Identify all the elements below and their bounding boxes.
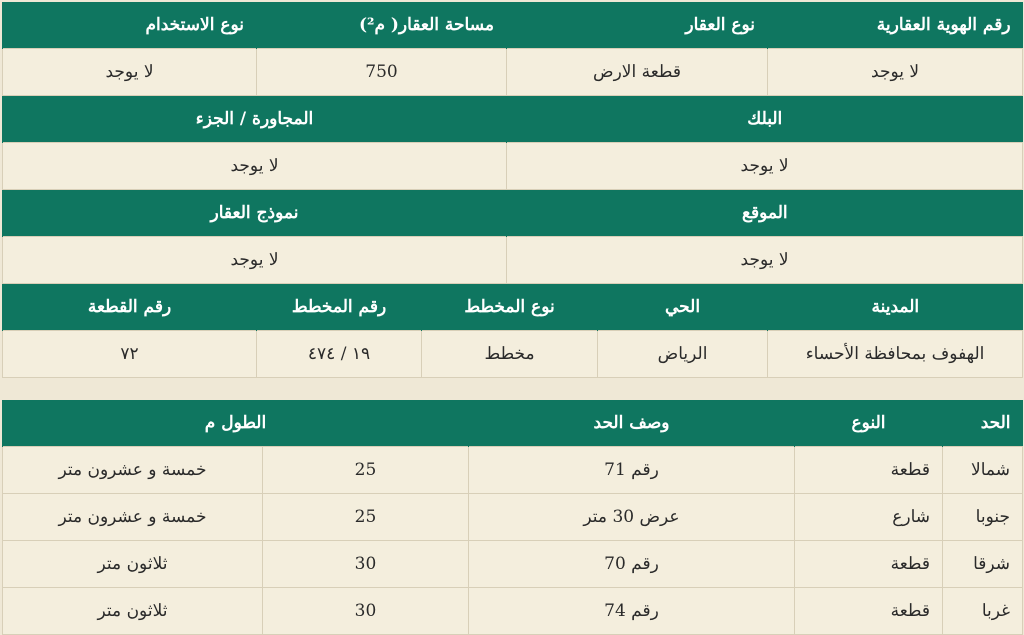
value-property-type: قطعة الارض bbox=[507, 49, 768, 96]
value-district: الرياض bbox=[598, 331, 768, 378]
boundary-desc: رقم 74 bbox=[469, 588, 795, 635]
boundary-desc: عرض 30 متر bbox=[469, 494, 795, 541]
boundary-type: قطعة bbox=[795, 447, 943, 494]
value-property-id: لا يوجد bbox=[768, 49, 1023, 96]
boundary-type: قطعة bbox=[795, 541, 943, 588]
header-boundary-desc: وصف الحد bbox=[469, 400, 795, 447]
value-block: لا يوجد bbox=[507, 143, 1023, 190]
value-plan-type: مخطط bbox=[422, 331, 598, 378]
table-row bbox=[3, 494, 1023, 541]
header-district: الحي bbox=[598, 284, 768, 331]
value-neighborhood-part: لا يوجد bbox=[3, 143, 507, 190]
header-plan-number: رقم المخطط bbox=[257, 284, 422, 331]
header-neighborhood-part: المجاورة / الجزء bbox=[3, 96, 507, 143]
boundary-length-words: خمسة و عشرون متر bbox=[3, 494, 263, 541]
table-row bbox=[3, 447, 1023, 494]
value-usage-type: لا يوجد bbox=[3, 49, 257, 96]
header-city: المدينة bbox=[768, 284, 1023, 331]
value-plot-number: ٧٢ bbox=[3, 331, 257, 378]
property-info-table bbox=[2, 2, 1023, 378]
boundary-desc: رقم 71 bbox=[469, 447, 795, 494]
boundary-length: 25 bbox=[263, 494, 469, 541]
boundary-length-words: ثلاثون متر bbox=[3, 541, 263, 588]
value-plan-number: ١٩ / ٤٧٤ bbox=[257, 331, 422, 378]
table-row bbox=[3, 541, 1023, 588]
table-row bbox=[3, 588, 1023, 635]
header-block: البلك bbox=[507, 96, 1023, 143]
header-property-id: رقم الهوية العقارية bbox=[768, 2, 1023, 49]
boundary-length: 30 bbox=[263, 588, 469, 635]
header-property-area: مساحة العقار( م²) bbox=[257, 2, 507, 49]
value-property-area: 750 bbox=[257, 49, 507, 96]
value-location: لا يوجد bbox=[507, 237, 1023, 284]
header-boundary: الحد bbox=[943, 400, 1023, 447]
value-city: الهفوف بمحافظة الأحساء bbox=[768, 331, 1023, 378]
header-property-type: نوع العقار bbox=[507, 2, 768, 49]
header-plan-type: نوع المخطط bbox=[422, 284, 598, 331]
boundary-type: قطعة bbox=[795, 588, 943, 635]
header-property-model: نموذج العقار bbox=[3, 190, 507, 237]
boundary-length: 30 bbox=[263, 541, 469, 588]
header-length: الطول م bbox=[3, 400, 469, 447]
boundaries-table bbox=[2, 400, 1023, 635]
boundary-type: شارع bbox=[795, 494, 943, 541]
boundary-side: جنوبا bbox=[943, 494, 1023, 541]
header-usage-type: نوع الاستخدام bbox=[3, 2, 257, 49]
boundary-length-words: ثلاثون متر bbox=[3, 588, 263, 635]
header-plot-number: رقم القطعة bbox=[3, 284, 257, 331]
boundary-side: شرقا bbox=[943, 541, 1023, 588]
header-boundary-type: النوع bbox=[795, 400, 943, 447]
value-property-model: لا يوجد bbox=[3, 237, 507, 284]
boundary-length: 25 bbox=[263, 447, 469, 494]
header-location: الموقع bbox=[507, 190, 1023, 237]
boundary-side: غربا bbox=[943, 588, 1023, 635]
boundary-desc: رقم 70 bbox=[469, 541, 795, 588]
boundary-length-words: خمسة و عشرون متر bbox=[3, 447, 263, 494]
boundary-side: شمالا bbox=[943, 447, 1023, 494]
